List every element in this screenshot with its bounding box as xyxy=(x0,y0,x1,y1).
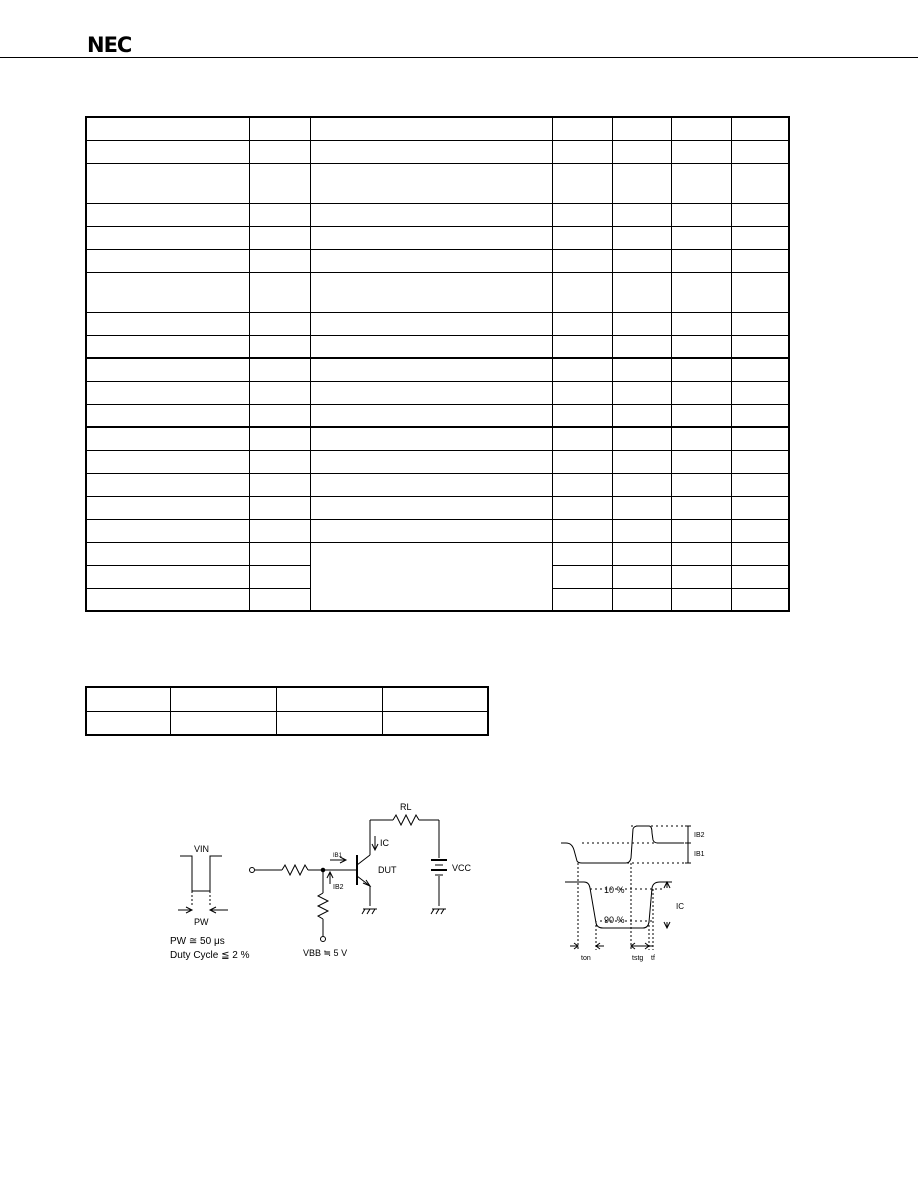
ic-label: IC xyxy=(676,902,684,911)
pct90-label: 90 % xyxy=(604,915,625,925)
table-row xyxy=(86,358,789,381)
dut-label: DUT xyxy=(378,865,397,875)
tf-label: tf xyxy=(651,955,655,962)
table-row xyxy=(86,496,789,519)
vcc-label: VCC xyxy=(452,863,472,873)
table-row xyxy=(86,404,789,427)
table-row xyxy=(86,272,789,312)
table-row xyxy=(86,519,789,542)
load-resistor xyxy=(393,815,419,825)
ib2-label: IB2 xyxy=(694,832,705,839)
switching-test-circuit xyxy=(160,795,490,970)
base-resistor xyxy=(282,865,308,875)
bias-resistor xyxy=(318,893,328,919)
pw-label: PW xyxy=(194,917,209,927)
nec-logo: NEC xyxy=(87,33,132,57)
table-header-row xyxy=(86,687,488,711)
vin-label: VIN xyxy=(194,844,210,854)
table-row xyxy=(86,335,789,358)
base-current-wave xyxy=(561,826,684,863)
table-row xyxy=(86,249,789,272)
duty-cycle-spec: Duty Cycle ≦ 2 % xyxy=(170,950,250,961)
header-rule xyxy=(0,57,918,58)
pct10-label: 10 % xyxy=(604,885,625,895)
classification-table xyxy=(85,686,489,736)
table-row xyxy=(86,711,488,735)
table-row xyxy=(86,163,789,203)
input-pulse xyxy=(180,856,222,891)
switching-waveform xyxy=(555,815,735,965)
table-row xyxy=(86,140,789,163)
table-row xyxy=(86,427,789,450)
rl-label: RL xyxy=(400,802,412,812)
pw-spec: PW ≅ 50 μs xyxy=(170,936,225,947)
tstg-label: tstg xyxy=(632,955,644,962)
table-header-row xyxy=(86,117,789,140)
table-row xyxy=(86,473,789,496)
ic-label: IC xyxy=(380,838,389,848)
ib2-label: IB2 xyxy=(333,884,344,891)
ib1-label: IB1 xyxy=(694,851,705,858)
electrical-characteristics-table xyxy=(85,116,790,612)
ton-label: ton xyxy=(581,955,591,962)
table-row xyxy=(86,542,789,565)
table-row xyxy=(86,312,789,335)
table-row xyxy=(86,381,789,404)
table-row xyxy=(86,226,789,249)
table-row xyxy=(86,203,789,226)
ib1-label: IB1 xyxy=(333,853,343,859)
table-row xyxy=(86,450,789,473)
vbb-spec: VBB ≒ 5 V xyxy=(303,948,348,958)
